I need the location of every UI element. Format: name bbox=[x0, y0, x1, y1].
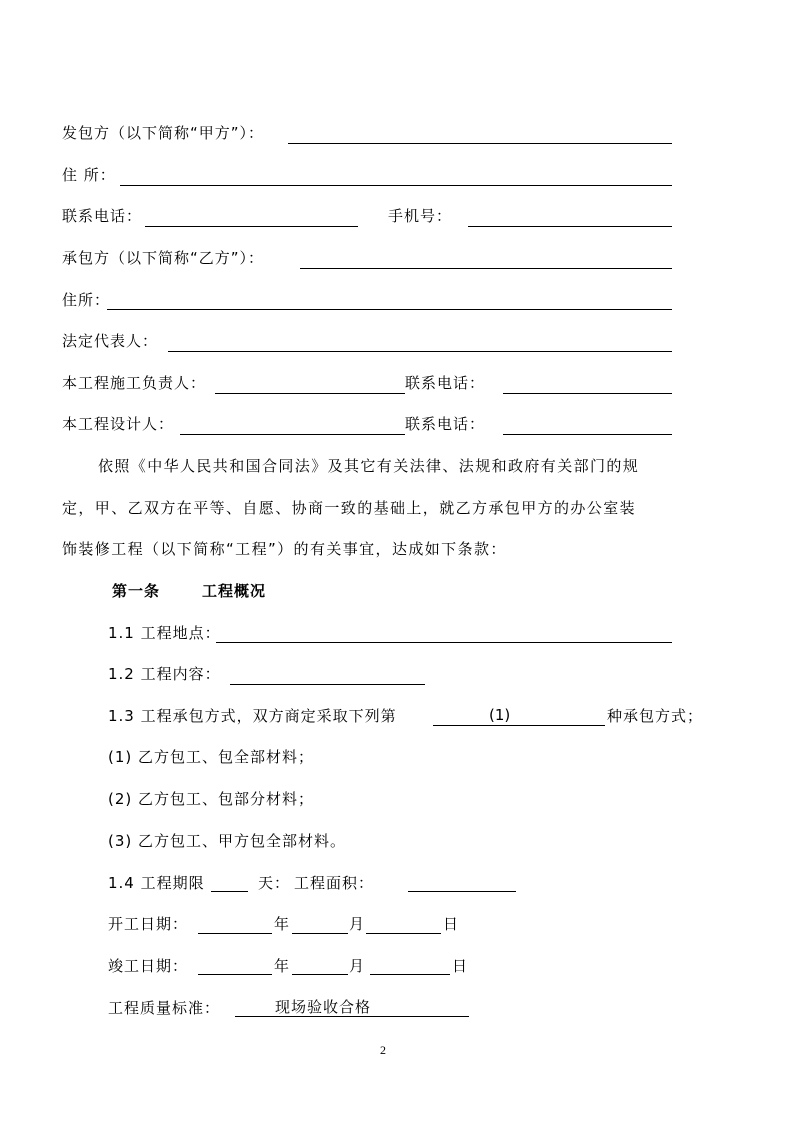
quality-field[interactable] bbox=[235, 1016, 469, 1017]
designer-field[interactable] bbox=[180, 434, 405, 435]
quality-value: 现场验收合格 bbox=[275, 998, 372, 1016]
legal-rep-label: 法定代表人： bbox=[62, 332, 159, 350]
item-1-3-label: 1.3 工程承包方式，双方商定采取下列第 bbox=[108, 707, 397, 725]
contract-method-field[interactable] bbox=[433, 725, 605, 726]
contract-method-value: (1) bbox=[489, 706, 511, 724]
item-1-1-label: 1.1 工程地点： bbox=[108, 624, 221, 642]
location-field[interactable] bbox=[216, 642, 672, 643]
start-day-label: 日 bbox=[443, 915, 460, 933]
construction-lead-phone-field[interactable] bbox=[503, 393, 672, 394]
quality-label: 工程质量标准： bbox=[108, 999, 221, 1017]
days-label: 天： bbox=[258, 874, 291, 892]
end-month-label: 月 bbox=[349, 957, 366, 975]
construction-lead-field[interactable] bbox=[215, 393, 405, 394]
option-1: (1) 乙方包工、包全部材料； bbox=[108, 748, 315, 766]
end-year-label: 年 bbox=[274, 957, 291, 975]
party-a-label: 发包方（以下简称“甲方”）： bbox=[62, 124, 265, 142]
option-2: (2) 乙方包工、包部分材料； bbox=[108, 790, 315, 808]
start-year-label: 年 bbox=[274, 915, 291, 933]
end-day-field[interactable] bbox=[370, 974, 450, 975]
party-a-field[interactable] bbox=[288, 143, 672, 144]
party-a-mobile-label: 手机号： bbox=[388, 207, 453, 225]
party-b-address-label: 住所： bbox=[62, 291, 111, 309]
party-b-address-field[interactable] bbox=[107, 309, 672, 310]
start-date-label: 开工日期： bbox=[108, 915, 189, 933]
page-number: 2 bbox=[380, 1043, 386, 1057]
end-year-field[interactable] bbox=[198, 974, 272, 975]
duration-field[interactable] bbox=[211, 891, 248, 892]
start-year-field[interactable] bbox=[198, 933, 272, 934]
party-a-address-field[interactable] bbox=[120, 185, 672, 186]
party-b-label: 承包方（以下简称“乙方”）： bbox=[62, 249, 265, 267]
preamble-line-2: 定，甲、乙双方在平等、自愿、协商一致的基础上，就乙方承包甲方的办公室装 bbox=[62, 499, 637, 517]
area-field[interactable] bbox=[408, 891, 516, 892]
end-date-label: 竣工日期： bbox=[108, 957, 189, 975]
item-1-2-label: 1.2 工程内容： bbox=[108, 665, 221, 683]
designer-phone-field[interactable] bbox=[503, 434, 672, 435]
article-1-title: 工程概况 bbox=[202, 582, 267, 600]
end-month-field[interactable] bbox=[292, 974, 348, 975]
construction-lead-label: 本工程施工负责人： bbox=[62, 374, 207, 392]
party-a-mobile-field[interactable] bbox=[468, 226, 672, 227]
preamble-line-1: 依照《中华人民共和国合同法》及其它有关法律、法规和政府有关部门的规 bbox=[98, 457, 640, 475]
start-day-field[interactable] bbox=[366, 933, 441, 934]
party-b-field[interactable] bbox=[300, 268, 672, 269]
content-field[interactable] bbox=[230, 684, 425, 685]
article-1-number: 第一条 bbox=[112, 582, 161, 600]
start-month-field[interactable] bbox=[292, 933, 348, 934]
party-a-address-label: 住 所： bbox=[62, 166, 116, 184]
designer-label: 本工程设计人： bbox=[62, 415, 175, 433]
preamble-line-3: 饰装修工程（以下简称“工程”）的有关事宜，达成如下条款： bbox=[62, 540, 507, 558]
legal-rep-field[interactable] bbox=[168, 351, 672, 352]
party-a-phone-label: 联系电话： bbox=[62, 207, 143, 225]
party-a-phone-field[interactable] bbox=[145, 226, 358, 227]
designer-phone-label: 联系电话： bbox=[405, 415, 486, 433]
option-3: (3) 乙方包工、甲方包全部材料。 bbox=[108, 832, 347, 850]
start-month-label: 月 bbox=[349, 915, 366, 933]
end-day-label: 日 bbox=[452, 957, 469, 975]
item-1-3-suffix: 种承包方式； bbox=[607, 707, 704, 725]
item-1-4-label: 1.4 工程期限 bbox=[108, 874, 205, 892]
area-label: 工程面积： bbox=[294, 874, 375, 892]
construction-lead-phone-label: 联系电话： bbox=[405, 374, 486, 392]
